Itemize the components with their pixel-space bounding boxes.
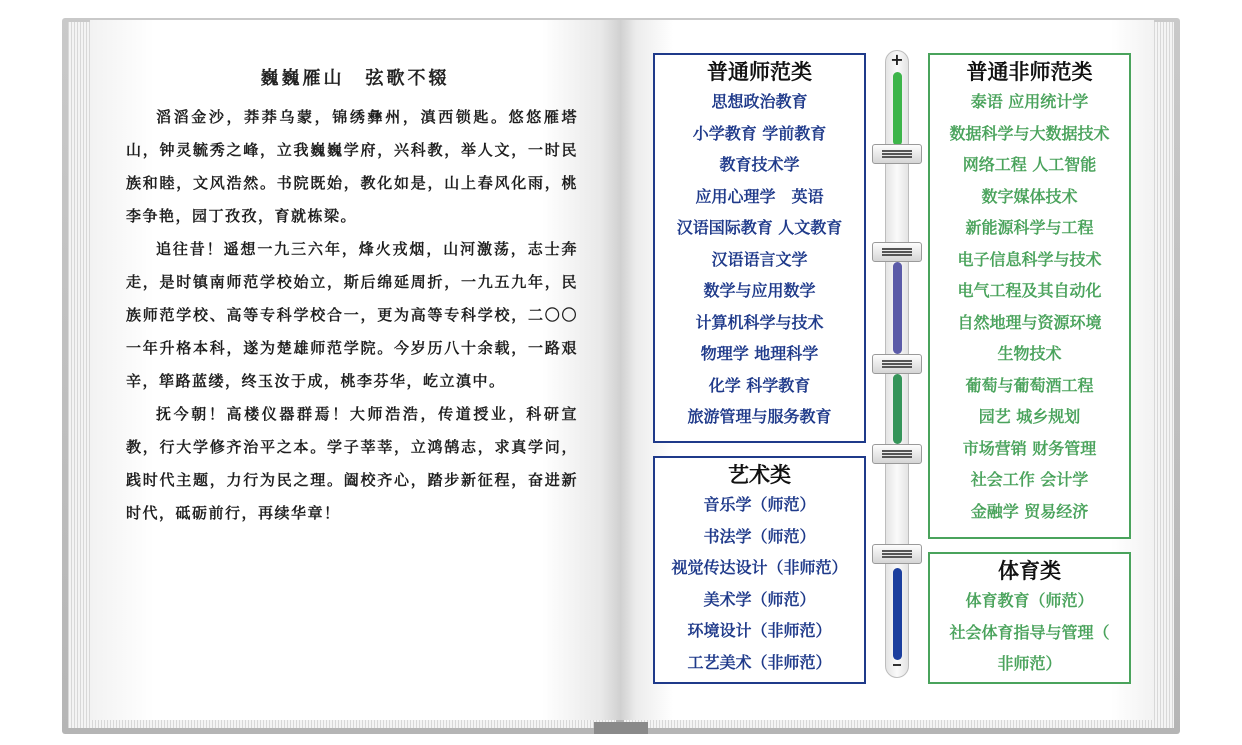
major-item[interactable]: 网络工程 人工智能	[962, 155, 1097, 174]
major-item[interactable]: 汉语语言文学	[711, 249, 808, 269]
major-item[interactable]: 思想政治教育	[711, 92, 808, 111]
category-title: 普通师范类	[707, 60, 812, 84]
major-item[interactable]: 社会体育指导与管理（	[949, 622, 1110, 642]
major-item[interactable]: 汉语国际教育 人文教育	[676, 218, 843, 237]
slider-handle[interactable]	[872, 444, 922, 464]
slider-segment	[893, 568, 902, 660]
category-title: 普通非师范类	[966, 60, 1093, 84]
major-item[interactable]: 体育教育（师范）	[965, 591, 1094, 610]
zoom-out-icon[interactable]	[893, 664, 901, 666]
slider-segment	[893, 374, 902, 444]
major-item[interactable]: 数字媒体技术	[981, 186, 1078, 206]
category-title: 艺术类	[728, 463, 791, 487]
major-item[interactable]: 音乐学（师范）	[703, 495, 816, 514]
major-item[interactable]: 计算机科学与技术	[695, 312, 824, 332]
zoom-in-icon[interactable]: +	[890, 50, 904, 69]
major-item[interactable]: 葡萄与葡萄酒工程	[965, 375, 1094, 395]
major-item[interactable]: 新能源科学与工程	[965, 218, 1094, 237]
major-item[interactable]: 工艺美术（非师范）	[687, 652, 832, 672]
page-title: 巍巍雁山 弦歌不辍	[260, 68, 450, 89]
intro-paragraph: 追往昔！遥想一九三六年，烽火戎烟，山河激荡，志士奔走，是时镇南师范学校始立，斯后绵延周折，一九五九年，民族师范学校、高等专科学校合一，更为高等专科学校，二〇〇一年升格本科，遂为楚雄师范学院。今岁历八十余载，一路艰辛，筚路蓝缕，终玉汝于成，桃李芬华，屹立滇中。	[126, 240, 578, 390]
intro-text	[126, 101, 578, 530]
major-item[interactable]: 电子信息科学与技术	[957, 249, 1102, 269]
major-item[interactable]: 应用心理学 英语	[695, 186, 824, 206]
major-item[interactable]: 数据科学与大数据技术	[949, 123, 1110, 143]
major-item[interactable]: 教育技术学	[719, 155, 800, 174]
major-item[interactable]: 生物技术	[997, 344, 1062, 363]
major-item[interactable]: 旅游管理与服务教育	[687, 407, 832, 426]
major-item[interactable]: 社会工作 会计学	[970, 470, 1089, 489]
major-item[interactable]: 数学与应用数学	[703, 281, 816, 300]
category-box-sports	[928, 552, 1131, 684]
major-item[interactable]: 化学 科学教育	[708, 375, 811, 395]
slider-segment	[893, 72, 902, 146]
intro-paragraph: 滔滔金沙，莽莽乌蒙，锦绣彝州，滇西锁匙。悠悠雁塔山，钟灵毓秀之峰，立我巍巍学府，兴科教，举人文，一时民族和睦，文风浩然。书院既始，教化如是，山上春风化雨，桃李争艳，园丁孜孜，育就栋梁。	[126, 108, 578, 225]
major-item[interactable]: 市场营销 财务管理	[962, 438, 1097, 458]
major-item[interactable]: 物理学 地理科学	[700, 344, 819, 363]
category-box-normal-teacher	[653, 53, 866, 443]
major-item[interactable]: 视觉传达设计（非师范）	[671, 558, 848, 577]
slider-handle[interactable]	[872, 242, 922, 262]
major-item[interactable]: 书法学（师范）	[703, 526, 816, 546]
major-item[interactable]: 电气工程及其自动化	[957, 281, 1102, 300]
major-item[interactable]: 金融学 贸易经济	[970, 501, 1089, 521]
intro-paragraph: 抚今朝！高楼仪器群焉！大师浩浩，传道授业，科研宣教，行大学修齐治平之本。学子莘莘，立鸿鹄志，求真学问，践时代主题，力行为民之理。阖校齐心，踏步新征程，奋进新时代，砥砺前行，再续华章！	[126, 405, 578, 522]
slider-segment	[893, 262, 902, 354]
major-item[interactable]: 自然地理与资源环境	[957, 312, 1102, 332]
slider-handle[interactable]	[872, 544, 922, 564]
category-title: 体育类	[998, 559, 1061, 583]
category-box-arts	[653, 456, 866, 684]
slider-handle[interactable]	[872, 354, 922, 374]
major-item[interactable]: 美术学（师范）	[703, 589, 816, 609]
major-item[interactable]: 园艺 城乡规划	[978, 407, 1081, 426]
book-spine	[594, 722, 648, 734]
category-box-normal-non-teacher	[928, 53, 1131, 539]
major-item[interactable]: 环境设计（非师范）	[687, 621, 832, 640]
slider-handle[interactable]	[872, 144, 922, 164]
major-item[interactable]: 小学教育 学前教育	[692, 123, 827, 143]
major-item[interactable]: 泰语 应用统计学	[970, 92, 1089, 111]
major-item[interactable]: 非师范）	[997, 654, 1062, 673]
